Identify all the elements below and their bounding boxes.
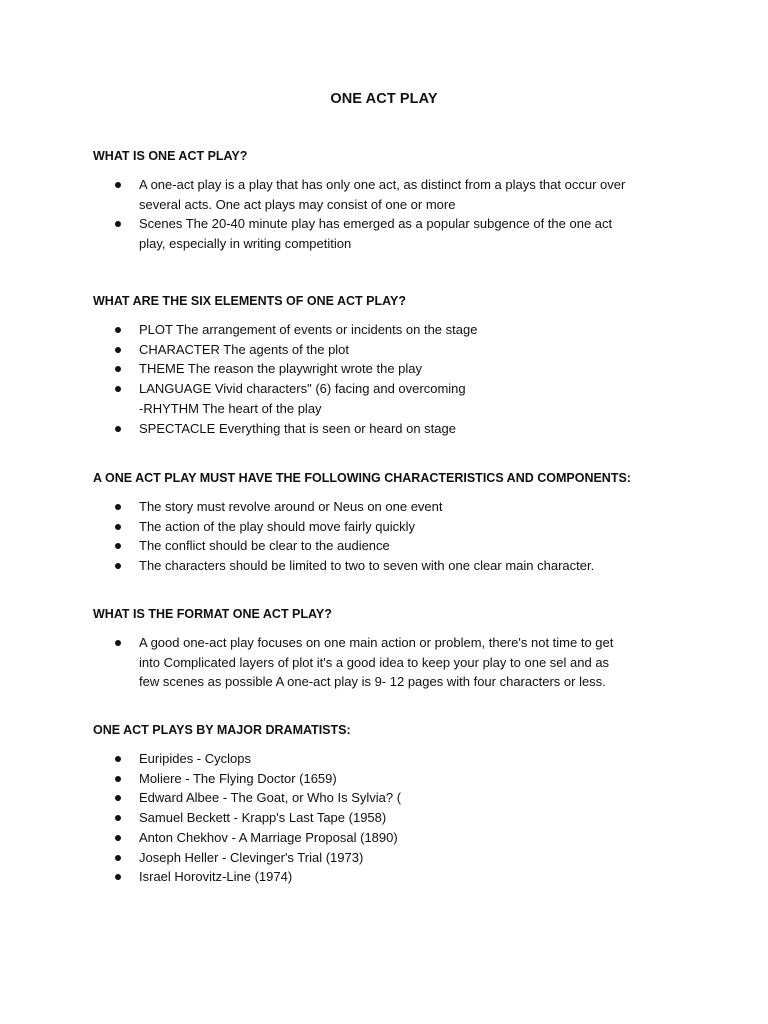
list-item-text: The characters should be limited to two to seven with one clear main character.: [139, 558, 595, 574]
list-item-text: The story must revolve around or Neus on one event: [139, 499, 443, 514]
list-item-text: Edward Albee - The Goat, or Who Is Sylvia? (: [139, 790, 402, 806]
list-item: [93, 633, 693, 692]
list-item-text: Samuel Beckett - Krapp's Last Tape (1958): [139, 810, 387, 826]
bullet-list: [93, 633, 693, 692]
bullet-icon: [115, 815, 121, 821]
bullet-icon: [115, 563, 121, 569]
bullet-list: [93, 175, 693, 254]
list-item-text: A one-act play is a play that has only one act, as distinct from a plays that occur over several acts. One act plays may consist of one or more: [139, 177, 626, 212]
bullet-icon: [115, 835, 121, 841]
bullet-icon: [115, 756, 121, 762]
list-item-text: Scenes The 20-40 minute play has emerged as a popular subgence of the one act play, especially in writing competition: [139, 216, 613, 252]
list-item-text: LANGUAGE Vivid characters" (6) facing and overcoming -RHYTHM The heart of the play: [139, 381, 466, 416]
bullet-icon: [115, 640, 121, 646]
list-item: [93, 517, 693, 537]
section-major-dramatists: [93, 720, 693, 887]
list-item: [93, 769, 693, 789]
list-item: [93, 848, 693, 868]
page-title: ONE ACT PLAY: [330, 91, 438, 107]
section-what-is-one-act-play: [93, 146, 693, 254]
list-item-text: THEME The reason the playwright wrote the play: [139, 361, 423, 377]
list-item-text: PLOT The arrangement of events or incidents on the stage: [139, 322, 478, 337]
bullet-icon: [115, 855, 121, 861]
bullet-icon: [115, 347, 121, 353]
bullet-icon: [115, 182, 121, 188]
bullet-icon: [115, 795, 121, 801]
bullet-icon: [115, 874, 121, 880]
bullet-icon: [115, 327, 121, 333]
bullet-list: [93, 320, 693, 438]
list-item: [93, 359, 693, 379]
section-heading: WHAT ARE THE SIX ELEMENTS OF ONE ACT PLAY?: [93, 294, 406, 308]
list-item-text: Anton Chekhov - A Marriage Proposal (1890): [139, 829, 398, 845]
list-item-text: The conflict should be clear to the audience: [139, 538, 390, 554]
section-heading: WHAT IS ONE ACT PLAY?: [93, 149, 248, 163]
list-item-text: CHARACTER The agents of the plot: [139, 341, 350, 357]
section-heading: A ONE ACT PLAY MUST HAVE THE FOLLOWING CHARACTERISTICS AND COMPONENTS:: [93, 471, 631, 485]
list-item: [93, 749, 693, 769]
bullet-list: [93, 749, 693, 887]
bullet-icon: [115, 386, 121, 392]
list-item: [93, 867, 693, 887]
bullet-icon: [115, 366, 121, 372]
section-six-elements: [93, 291, 693, 438]
bullet-icon: [115, 776, 121, 782]
list-item: [93, 379, 693, 418]
section-heading: ONE ACT PLAYS BY MAJOR DRAMATISTS:: [93, 723, 351, 737]
list-item: [93, 556, 693, 576]
bullet-icon: [115, 504, 121, 510]
list-item-text: Joseph Heller - Clevinger's Trial (1973): [139, 849, 364, 865]
section-characteristics: [93, 468, 693, 576]
list-item: [93, 320, 693, 340]
list-item-text: Euripides - Cyclops: [139, 751, 251, 766]
list-item: [93, 788, 693, 808]
list-item: [93, 214, 693, 253]
bullet-list: [93, 497, 693, 576]
bullet-icon: [115, 221, 121, 227]
list-item-text: The action of the play should move fairly quickly: [139, 518, 416, 534]
section-format: [93, 604, 693, 692]
list-item-text: A good one-act play focuses on one main action or problem, there's not time to get into Complicated layers of plot it's a good idea to keep your play to one sel and as few scenes as possible A one-act play is 9- 12 pages with four characters or less.: [139, 635, 614, 690]
list-item: [93, 419, 693, 439]
list-item-text: Moliere - The Flying Doctor (1659): [139, 770, 337, 786]
section-heading: WHAT IS THE FORMAT ONE ACT PLAY?: [93, 607, 332, 621]
bullet-icon: [115, 524, 121, 530]
list-item-text: Israel Horovitz-Line (1974): [139, 869, 293, 885]
list-item: [93, 175, 693, 214]
list-item-text: SPECTACLE Everything that is seen or heard on stage: [139, 420, 456, 436]
list-item: [93, 828, 693, 848]
bullet-icon: [115, 426, 121, 432]
bullet-icon: [115, 543, 121, 549]
list-item: [93, 808, 693, 828]
list-item: [93, 536, 693, 556]
list-item: [93, 340, 693, 360]
list-item: [93, 497, 693, 517]
